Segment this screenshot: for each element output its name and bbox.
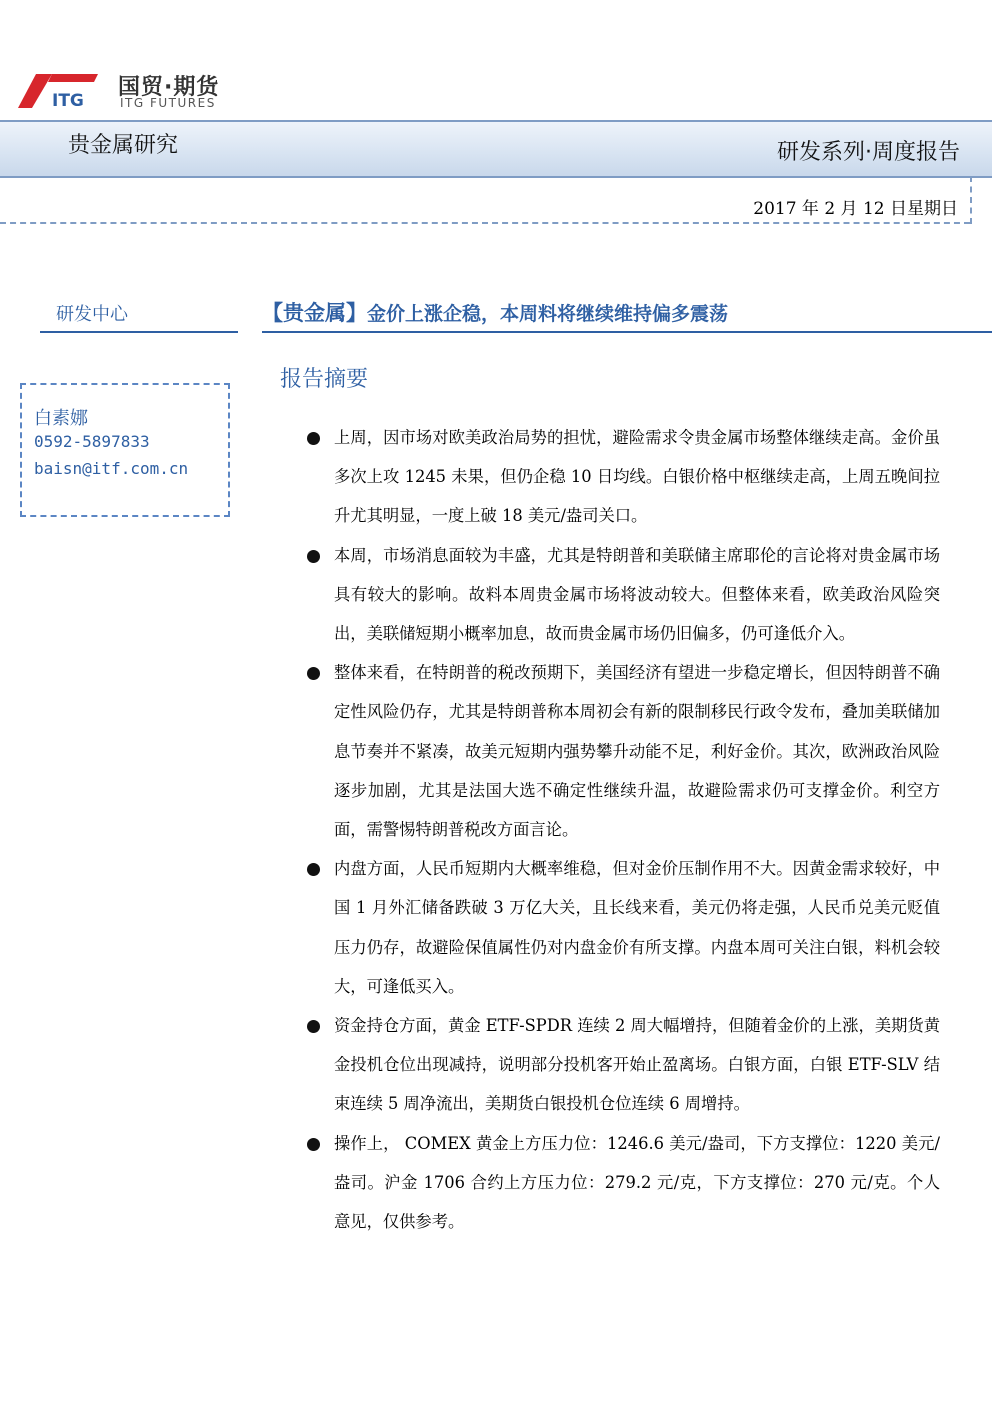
analyst-name: 白素娜 (34, 408, 88, 429)
bullet-icon (307, 1020, 320, 1033)
summary-item-text: 上周，因市场对欧美政治局势的担忧，避险需求令贵金属市场整体继续走高。金价虽多次上攻 1245 未果，但仍企稳 10 日均线。白银价格中枢继续走高，上周五晚间拉升尤其明显，一度上破 18 美元/盎司关口。 (334, 428, 940, 526)
analyst-phone: 0592-5897833 (34, 432, 150, 451)
headline-rule (262, 331, 992, 333)
itg-logo-icon (18, 72, 98, 112)
analyst-email-link[interactable]: baisn@itf.com.cn (34, 459, 189, 478)
report-date: 2017 年 2 月 12 日 (753, 199, 907, 219)
bullet-icon (307, 1138, 320, 1151)
summary-item-text: 内盘方面，人民币短期内大概率维稳，但对金价压制作用不大。因黄金需求较好，中国 1 月外汇储备跌破 3 万亿大关，且长线来看，美元仍将走强，人民币兑美元贬值压力仍存，故避险保值属性仍对内盘金价有所支撑。内盘本周可关注白银，料机会较大，可逢低买入。 (334, 859, 940, 996)
summary-item-text: 本周，市场消息面较为丰盛，尤其是特朗普和美联储主席耶伦的言论将对贵金属市场具有较大的影响。故料本周贵金属市场将波动较大。但整体来看，欧美政治风险突出，美联储短期小概率加息，故而贵金属市场仍旧偏多，仍可逢低介入。 (334, 545, 940, 644)
summary-item-text: 操作上， COMEX 黄金上方压力位：1246.6 美元/盎司，下方支撑位：1220 美元/盎司。沪金 1706 合约上方压力位：279.2 元/克，下方支撑位：270 元/克。个人意见，仅供参考。 (334, 1133, 940, 1232)
summary-item (300, 653, 940, 849)
department-label: 研发中心 (56, 304, 128, 325)
report-weekday: 星期日 (907, 199, 958, 219)
bullet-icon (307, 863, 320, 876)
bullet-icon (307, 432, 320, 445)
research-series-title: 贵金属研究 (68, 133, 179, 158)
headline-tag: 【贵金属】 (262, 301, 367, 325)
report-headline (262, 297, 728, 327)
summary-item-text: 资金持仓方面，黄金 ETF-SPDR 连续 2 周大幅增持，但随着金价的上涨，美期货黄金投机仓位出现减持，说明部分投机客开始止盈离场。白银方面，白银 ETF-SLV 结束连续 5 周净流出，美期货白银投机仓位连续 6 周增持。 (334, 1016, 940, 1114)
department-rule (40, 331, 238, 333)
bullet-icon (307, 550, 320, 563)
summary-list (300, 418, 940, 1241)
summary-item (300, 536, 940, 654)
report-type-title: 研发系列·周度报告 (777, 140, 960, 165)
company-logo (18, 68, 218, 114)
bullet-icon (307, 667, 320, 680)
summary-title: 报告摘要 (280, 367, 369, 392)
summary-item (300, 1006, 940, 1124)
report-date-line (753, 194, 958, 219)
logo-name-cn: 国贸·期货 (118, 75, 220, 100)
logo-name-en: ITG FUTURES (120, 96, 216, 110)
summary-item (300, 418, 940, 536)
dashed-divider-vertical (970, 176, 972, 224)
summary-item-text: 整体来看，在特朗普的税改预期下，美国经济有望进一步稳定增长，但因特朗普不确定性风险仍存，尤其是特朗普称本周初会有新的限制移民行政令发布，叠加美联储加息节奏并不紧凑，故美元短期内强势攀升动能不足，利好金价。其次，欧洲政治风险逐步加剧，尤其是法国大选不确定性继续升温，故避险需求仍可支撑金价。利空方面，需警惕特朗普税改方面言论。 (334, 663, 940, 840)
summary-item (300, 849, 940, 1006)
summary-item (300, 1124, 940, 1242)
logo-mark-text: ITG (52, 91, 84, 111)
headline-text: 金价上涨企稳，本周料将继续维持偏多震荡 (367, 303, 729, 325)
dashed-divider (0, 222, 970, 224)
